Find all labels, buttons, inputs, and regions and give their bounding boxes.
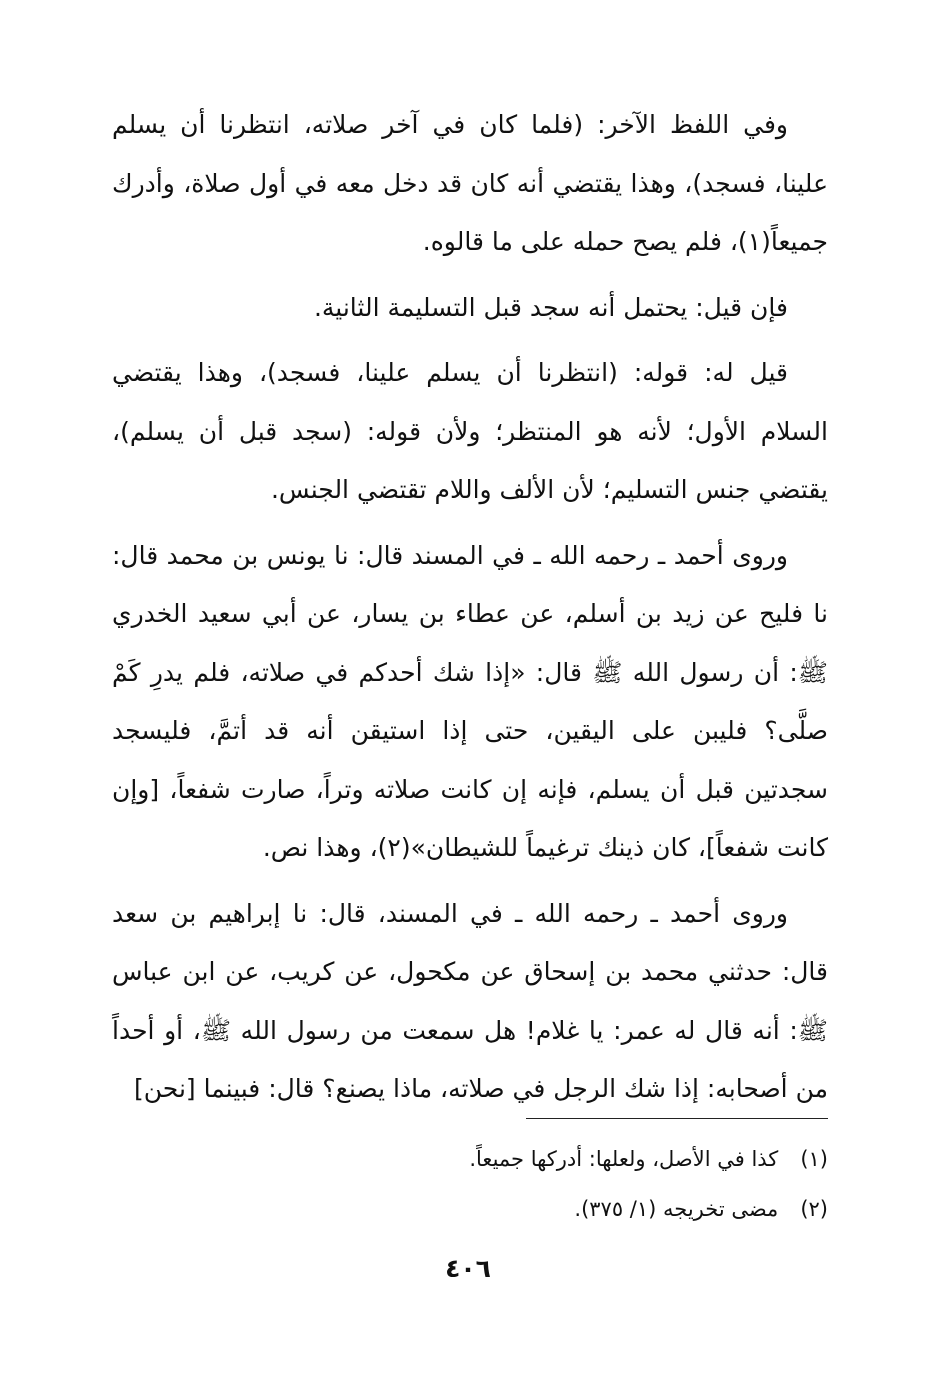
- paragraph-4: وروى أحمد ـ رحمه الله ـ في المسند قال: نا يونس بن محمد قال: نا فليح عن زيد بن أسلم، عن عطاء بن يسار، عن أبي سعيد الخدري ﷺ: أن رسول الله ﷺ قال: «إذا شك أحدكم في صلاته، فلم يدرِ كَمْ صلَّى؟ فليبن على اليقين، حتى إذا استيقن أنه قد أتمَّ، فليسجد سجدتين قبل أن يسلم، فإنه إن كانت صلاته وتراً، صارت شفعاً، [وإن كانت شفعاً]، كان ذينك ترغيماً للشيطان»(٢)، وهذا نص.: [112, 540, 828, 862]
- page-number: ٤٠٦: [445, 1254, 491, 1283]
- footnote-1: [112, 1134, 828, 1184]
- footnote-number: (١): [800, 1147, 828, 1171]
- main-text: [112, 96, 828, 1126]
- footnote-divider: [526, 1118, 828, 1119]
- paragraph-3: قيل له: قوله: (انتظرنا أن يسلم علينا، فسجد)، وهذا يقتضي السلام الأول؛ لأنه هو المنتظر؛ ولأن قوله: (سجد قبل أن يسلم)، يقتضي جنس التسليم؛ لأن الألف واللام تقتضي الجنس.: [112, 358, 828, 504]
- footnote-text: كذا في الأصل، ولعلها: أدركها جميعاً.: [469, 1147, 779, 1171]
- footnote-2: [112, 1184, 828, 1234]
- paragraph-1: وفي اللفظ الآخر: (فلما كان في آخر صلاته، انتظرنا أن يسلم علينا، فسجد)، وهذا يقتضي أنه كان قد دخل معه في أول صلاة، وأدرك جميعاً(١)، فلم يصح حمله على ما قالوه.: [112, 110, 828, 256]
- paragraph-2: فإن قيل: يحتمل أنه سجد قبل التسليمة الثانية.: [313, 292, 788, 322]
- paragraph-5: وروى أحمد ـ رحمه الله ـ في المسند، قال: نا إبراهيم بن سعد قال: حدثني محمد بن إسحاق عن مكحول، عن كريب، عن ابن عباس ﷺ: أنه قال له عمر: يا غلام! هل سمعت من رسول الله ﷺ، أو أحداً من أصحابه: إذا شك الرجل في صلاته، ماذا يصنع؟ قال: فبينما [نحن]: [112, 898, 828, 1103]
- footnote-text: مضى تخريجه (١/ ٣٧٥).: [574, 1197, 779, 1221]
- footnotes: [112, 1134, 828, 1234]
- footnote-number: (٢): [800, 1197, 828, 1221]
